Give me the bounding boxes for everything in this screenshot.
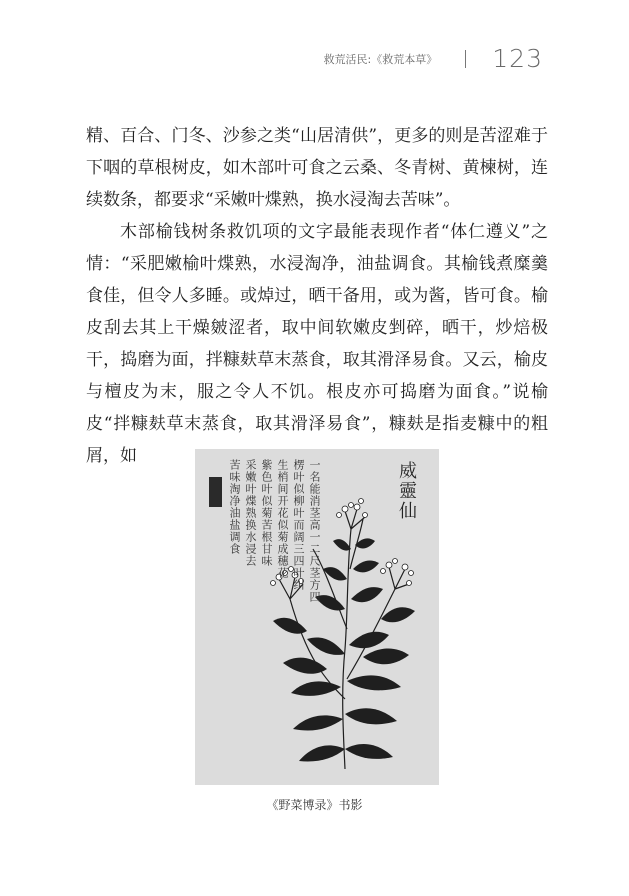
- figure-caption: 《野菜博录》书影: [266, 798, 363, 812]
- page-header: [324, 44, 543, 73]
- figure-text-column: 苦味淘净油盐调食: [228, 459, 241, 555]
- paragraph: 精、百合、门冬、沙参之类“山居清供”，更多的则是苦涩难于下咽的草根树皮，如木部叶可食之云桑、冬青树、黄楝树，连续数条，都要求“采嫩叶煠熟，换水浸淘去苦味”。: [86, 126, 548, 210]
- plant-title: 威靈仙: [396, 461, 417, 521]
- woodblock-illustration: [195, 449, 439, 785]
- figure-text-column: 楞叶似柳叶而阔三四叶纠: [292, 459, 305, 591]
- header-divider: [465, 50, 466, 68]
- body-text: [86, 120, 548, 472]
- page-number: 123: [492, 44, 543, 73]
- running-head: 救荒活民:《救荒本草》: [323, 52, 438, 66]
- figure-text-column: 采嫩叶煠熟换水浸去: [244, 459, 257, 567]
- seal-stamp: [209, 477, 222, 507]
- paragraph: 木部榆钱树条救饥项的文字最能表现作者“体仁遵义”之情：“采肥嫩榆叶煠熟，水浸淘净，油盐调食。其榆钱煮糜羹食佳，但令人多睡。或焯过，晒干备用，或为酱，皆可食。榆皮刮去其上干燥皴涩者，取中间软嫩皮剉碎，晒干，炒焙极干，捣磨为面，拌糠麸草末蒸食，取其滑泽易食。又云，榆皮与檀皮为末，服之令人不饥。根皮亦可捣磨为面食。”说榆皮“拌糠麸草末蒸食，取其滑泽易食”，糠麸是指麦糠中的粗屑，如: [86, 222, 548, 466]
- figure-text-column: 一名能消茎高一二尺茎方四: [308, 459, 321, 603]
- figure-text-column: 紫色叶似菊苦根甘味: [260, 459, 273, 567]
- figure-text-column: 生梢间开花似菊成穗花: [276, 459, 289, 579]
